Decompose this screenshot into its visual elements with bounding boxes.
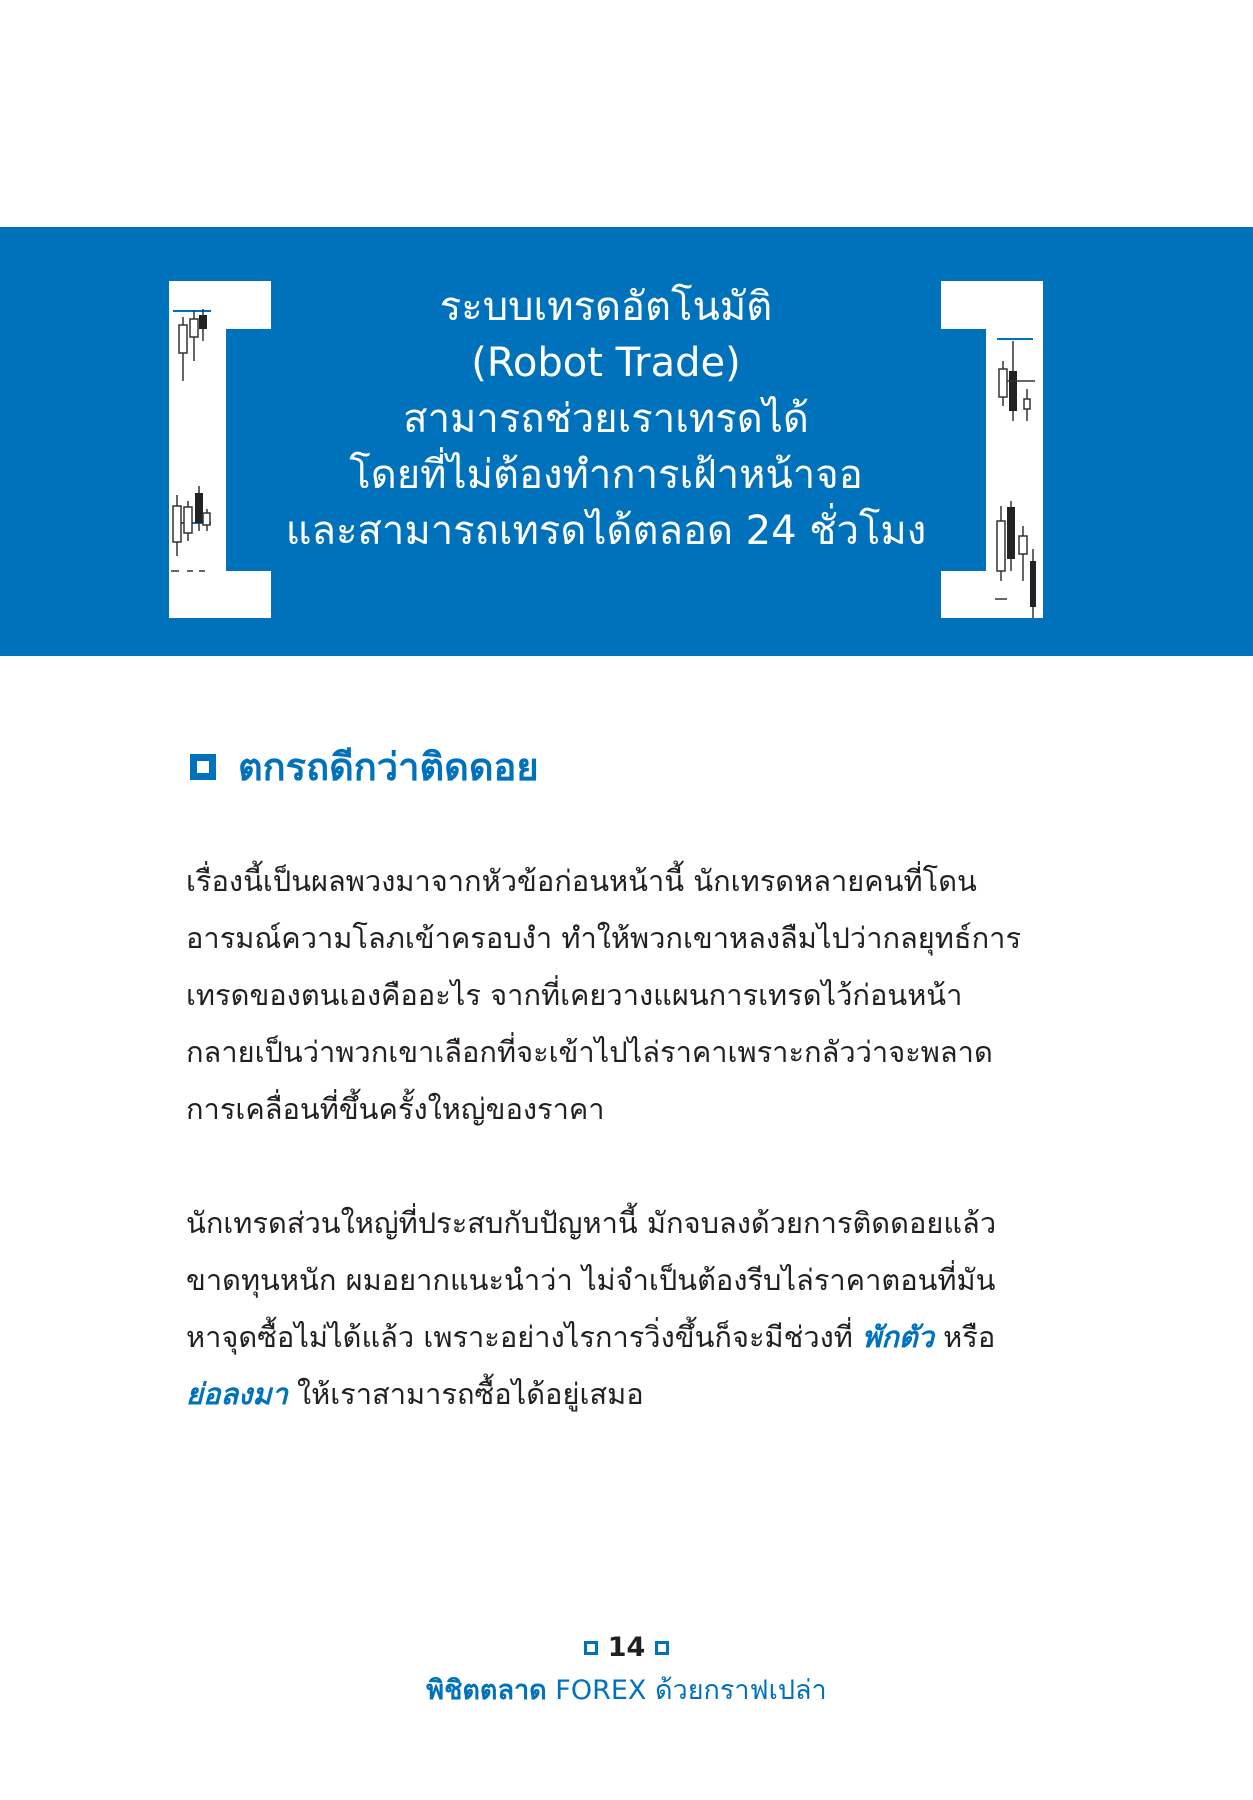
paragraph-1 [186,853,1066,1138]
paragraph-line [186,1309,1066,1366]
paragraph-text: หรือ [933,1320,996,1354]
book-title [0,1668,1253,1711]
square-bullet-icon [655,1641,669,1655]
paragraph-line: เทรดของตนเองคืออะไร จากที่เคยวางแผนการเทรดไว้ก่อนหน้า [186,978,963,1012]
square-bullet-icon [190,754,216,780]
paragraph-text: ให้เราสามารถซื้อได้อยู่เสมอ [287,1377,644,1411]
banner-line: และสามารถเทรดได้ตลอด 24 ชั่วโมง [285,508,927,554]
book-title-rest: ด้วยกราฟเปล่า [655,1675,827,1706]
highlight-text: พักตัว [862,1320,934,1354]
section-heading [190,736,539,797]
paragraph-line: การเคลื่อนที่ขึ้นครั้งใหญ่ของราคา [186,1092,605,1126]
candlestick-icon [169,281,271,618]
paragraph-line [186,1366,1066,1423]
banner-title [271,279,941,559]
paragraph-line: นักเทรดส่วนใหญ่ที่ประสบกับปัญหานี้ มักจบลงด้วยการติดดอยแล้ว [186,1206,997,1240]
banner-line: ระบบเทรดอัตโนมัติ [439,284,773,330]
banner-line: โดยที่ไม่ต้องทำการเฝ้าหน้าจอ [349,452,863,498]
paragraph-2 [186,1195,1066,1423]
paragraph-line: ขาดทุนหนัก ผมอยากแนะนำว่า ไม่จำเป็นต้องรีบไล่ราคาตอนที่มัน [186,1263,996,1297]
title-banner [0,227,1253,656]
candlestick-icon [941,281,1043,618]
right-bracket-chart-decoration [941,281,1043,618]
page-number [0,1632,1253,1663]
banner-line: (Robot Trade) [471,340,741,386]
square-bullet-icon [584,1641,598,1655]
book-title-forex: FOREX [555,1675,647,1706]
paragraph-line: กลายเป็นว่าพวกเขาเลือกที่จะเข้าไปไล่ราคาเพราะกลัวว่าจะพลาด [186,1035,993,1069]
banner-line: สามารถช่วยเราเทรดได้ [403,396,809,442]
highlight-text: ย่อลงมา [186,1377,288,1411]
paragraph-text: หาจุดซื้อไม่ได้แล้ว เพราะอย่างไรการวิ่งขึ้นก็จะมีช่วงที่ [186,1320,863,1354]
paragraph-line: อารมณ์ความโลภเข้าครอบงำ ทำให้พวกเขาหลงลืมไปว่ากลยุทธ์การ [186,921,1022,955]
section-heading-text: ตกรถดีกว่าติดดอย [238,745,539,789]
book-title-bold: พิชิตตลาด [426,1675,547,1706]
paragraph-line: เรื่องนี้เป็นผลพวงมาจากหัวข้อก่อนหน้านี้ นักเทรดหลายคนที่โดน [186,864,977,898]
page-number-text: 14 [607,1632,646,1663]
left-bracket-chart-decoration [169,281,271,618]
